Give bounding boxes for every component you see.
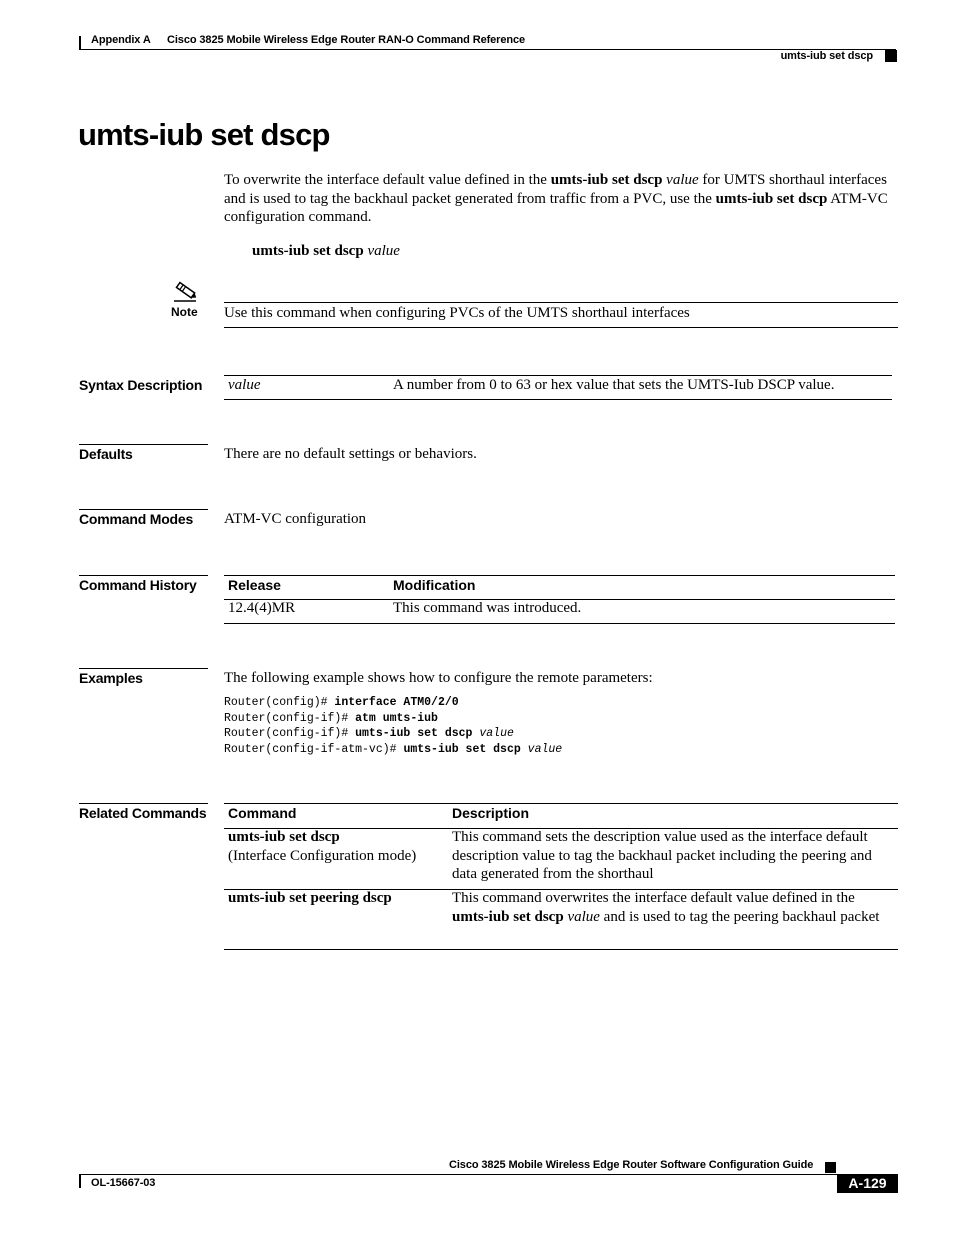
footer-rule xyxy=(79,1174,898,1175)
command-history-rule xyxy=(79,575,208,576)
related-row-2-command: umts-iub set peering dscp xyxy=(228,890,392,906)
header-running-topic: umts-iub set dscp xyxy=(780,50,873,62)
related-commands-heading: Related Commands xyxy=(79,805,207,821)
command-modes-rule xyxy=(79,509,208,510)
history-row-release: 12.4(4)MR xyxy=(228,600,296,616)
footer-doc-number: OL-15667-03 xyxy=(91,1177,156,1189)
note-text: Use this command when configuring PVCs of the UMTS shorthaul interfaces xyxy=(224,305,690,321)
related-row-1-description: This command sets the description value used as the interface default description value to tag the backhaul packet including the peering and data generated from the shorthaul xyxy=(452,829,872,882)
note-top-rule xyxy=(224,302,898,303)
note-bottom-rule xyxy=(224,327,898,328)
syntax-line: umts-iub set dscp value xyxy=(252,243,400,259)
history-col-modification: Modification xyxy=(393,577,476,593)
history-table-top-rule xyxy=(224,575,895,576)
footer-left-bar xyxy=(79,1174,81,1188)
related-col-description: Description xyxy=(452,805,530,821)
syntax-arg: value xyxy=(228,377,261,393)
examples-rule xyxy=(79,668,208,669)
command-modes-heading: Command Modes xyxy=(79,511,194,527)
related-row-1-command: umts-iub set dscp (Interface Configuration mode) xyxy=(228,829,417,864)
related-table-top-rule xyxy=(224,803,898,804)
code-line-3: Router(config-if)# umts-iub set dscp value xyxy=(224,727,514,740)
defaults-text: There are no default settings or behaviors. xyxy=(224,446,477,462)
note-label: Note xyxy=(171,305,198,319)
header-book-title: Cisco 3825 Mobile Wireless Edge Router RAN-O Command Reference xyxy=(167,34,526,46)
related-col-command: Command xyxy=(228,805,297,821)
header-black-square xyxy=(885,50,897,62)
related-row-2-description: This command overwrites the interface default value defined in the umts-iub set dscp value and is used to tag the peering backhaul packet xyxy=(452,890,880,925)
code-line-2: Router(config-if)# atm umts-iub xyxy=(224,712,438,725)
footer-black-square xyxy=(825,1162,836,1173)
command-history-heading: Command History xyxy=(79,577,197,593)
command-modes-text: ATM-VC configuration xyxy=(224,511,367,527)
header-left-bar xyxy=(79,36,81,50)
syntax-description-heading: Syntax Description xyxy=(79,377,203,393)
footer-guide-title: Cisco 3825 Mobile Wireless Edge Router Software Configuration Guide xyxy=(449,1159,814,1171)
syntax-arg-description: A number from 0 to 63 or hex value that sets the UMTS-Iub DSCP value. xyxy=(393,377,835,393)
code-line-4: Router(config-if-atm-vc)# umts-iub set dscp value xyxy=(224,743,563,756)
related-commands-rule xyxy=(79,803,208,804)
code-line-1: Router(config)# interface ATM0/2/0 xyxy=(224,696,459,709)
page-title: umts-iub set dscp xyxy=(78,117,330,152)
history-col-release: Release xyxy=(228,577,281,593)
history-table-bottom-rule xyxy=(224,623,895,624)
syntax-table-bottom-rule xyxy=(224,399,892,400)
defaults-heading: Defaults xyxy=(79,446,133,462)
pencil-icon xyxy=(172,279,198,303)
examples-heading: Examples xyxy=(79,670,143,686)
examples-intro: The following example shows how to configure the remote parameters: xyxy=(224,670,653,686)
history-row-modification: This command was introduced. xyxy=(393,600,582,616)
related-table-bottom-rule xyxy=(224,949,898,950)
defaults-rule xyxy=(79,444,208,445)
header-appendix: Appendix A xyxy=(91,34,151,46)
intro-paragraph: To overwrite the interface default value defined in the umts-iub set dscp value for UMTS shorthaul interfaces and is used to tag the backhaul packet generated from traffic from a PVC, use the umts-iub set dscp ATM-VC configuration command. xyxy=(224,172,888,225)
footer-page-number: A-129 xyxy=(837,1174,898,1193)
